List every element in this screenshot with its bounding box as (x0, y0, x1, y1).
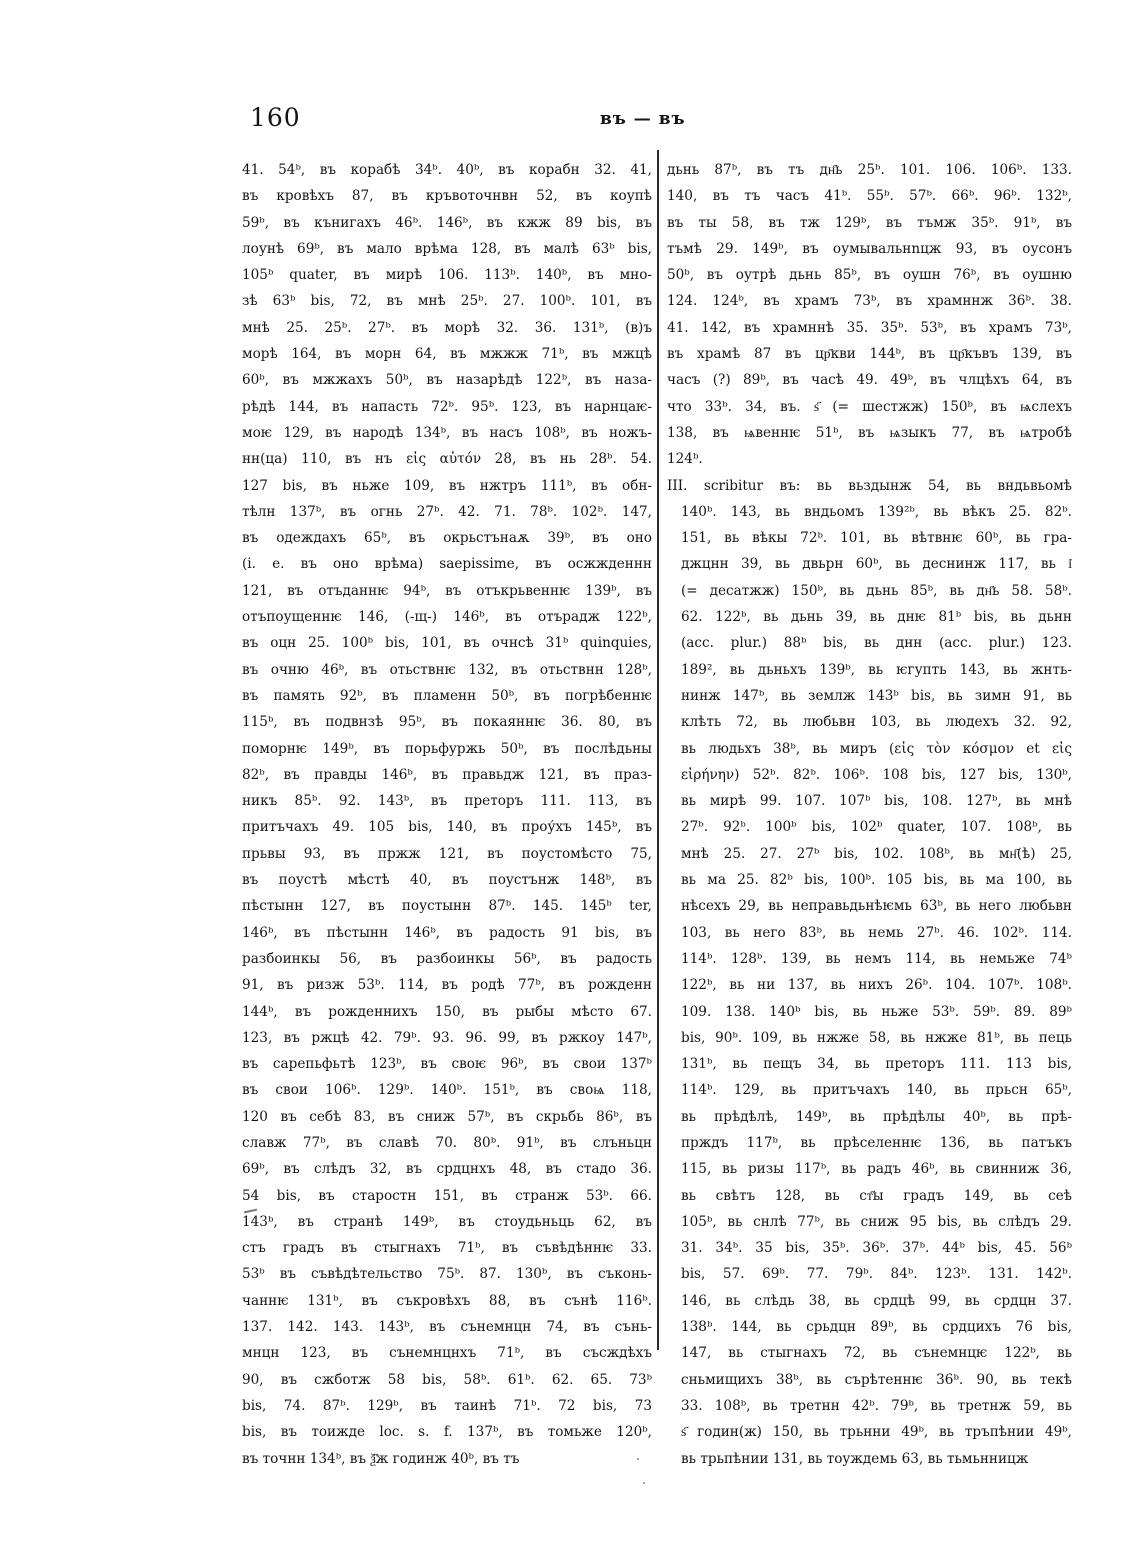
text-line: часъ (?) 89ᵇ, въ часѣ 49. 49ᵇ, въ члцѣхъ 64, въ (667, 372, 1072, 389)
text-line: вь мирѣ 99. 107. 107ᵇ bis, 108. 127ᵇ, вь мнѣ (681, 793, 1072, 810)
text-line: 33. 108ᵇ, вь третнн 42ᵇ. 79ᵇ, вь третнж 59, вь (681, 1397, 1072, 1414)
text-line: морѣ 164, въ морн 64, въ мжжж 71ᵇ, въ мжцѣ (242, 346, 652, 363)
text-line: пѣстынн 127, въ поустынн 87ᵇ. 145. 145ᵇ ter, (242, 898, 652, 915)
text-line: славж 77ᵇ, въ славѣ 70. 80ᵇ. 91ᵇ, въ слъньцн (242, 1134, 652, 1151)
text-line: 53ᵇ въ съвѣдѣтельство 75ᵇ. 87. 130ᵇ, въ съконь- (242, 1266, 652, 1283)
text-line: сньмищихъ 38ᵇ, вь сърѣтеннѥ 36ᵇ. 90, вь текѣ (681, 1371, 1072, 1388)
text-line: разбоинкы 56, въ разбоинкы 56ᵇ, въ радость (242, 950, 652, 967)
text-line: ѕ҃ годин(ж) 150, вь трьнни 49ᵇ, вь тръпѣнии 49ᵇ, (681, 1424, 1072, 1441)
text-line: мнѣ 25. 27. 27ᵇ bis, 102. 108ᵇ, вь мн҃(ѣ) 25, (681, 845, 1072, 862)
text-line: bis, 90ᵇ. 109, вь нжже 58, вь нжже 81ᵇ, вь пець (681, 1029, 1072, 1046)
text-line: никъ 85ᵇ. 92. 143ᵇ, въ преторъ 111. 113, въ (242, 793, 652, 810)
text-line: 123, въ ржцѣ 42. 79ᵇ. 93. 96. 99, въ ржкоу 147ᵇ, (242, 1029, 652, 1046)
text-line: 54 bis, въ старостн 151, въ странж 53ᵇ. 66. (242, 1187, 652, 1204)
text-line: мнѣ 25. 25ᵇ. 27ᵇ. въ морѣ 32. 36. 131ᵇ, (в)ъ (242, 319, 652, 336)
text-line: 105ᵇ, вь снлѣ 77ᵇ, вь сниж 95 bis, вь слѣдъ 29. (681, 1213, 1072, 1230)
text-line: bis, 74. 87ᵇ. 129ᵇ, въ таинѣ 71ᵇ. 72 bis, 73 (242, 1397, 652, 1414)
text-line: 189², вь дьньхъ 139ᵇ, вь ѥгупть 143, вь жнть- (681, 661, 1072, 678)
text-line: нн(ца) 110, въ нъ εἰς αὐτόν 28, въ нь 28ᵇ. 54. (242, 451, 652, 468)
text-line: вь трьпѣнии 131, вь тоуждемь 63, вь тьмьнницж (681, 1450, 1029, 1467)
text-line: 124. 124ᵇ, въ храмъ 73ᵇ, въ храмннж 36ᵇ. 38. (667, 293, 1072, 310)
text-line: 140, въ тъ часъ 41ᵇ. 55ᵇ. 57ᵇ. 66ᵇ. 96ᵇ. 132ᵇ, (667, 188, 1072, 205)
text-line: 131ᵇ, вь пещъ 34, вь преторъ 111. 113 bis, (681, 1056, 1072, 1073)
text-line: 50ᵇ, въ оутрѣ дьнь 85ᵇ, въ оушн 76ᵇ, въ оушню (667, 267, 1072, 284)
text-line: прьвы 93, въ пржж 121, въ поустомѣсто 75, (242, 845, 652, 862)
text-line: нѣсехъ 29, вь неправьдьнѣѥмь 63ᵇ, вь него любьвн (681, 898, 1072, 915)
text-line: 82ᵇ, въ правды 146ᵇ, въ правьдж 121, въ праз- (242, 766, 652, 783)
page-number: 160 (250, 103, 301, 132)
text-line: (i. e. въ оно врѣма) saepissime, въ осжжденнн (242, 556, 652, 573)
text-line: 109. 138. 140ᵇ bis, вь ньже 53ᵇ. 59ᵇ. 89. 89ᵇ (681, 1003, 1072, 1020)
text-line: 31. 34ᵇ. 35 bis, 35ᵇ. 36ᵇ. 37ᵇ. 44ᵇ bis, 45. 56ᵇ (681, 1240, 1072, 1257)
text-line: прждъ 117ᵇ, вь прѣселеннѥ 136, вь патъкъ (681, 1134, 1072, 1151)
text-line: 151, вь вѣкы 72ᵇ. 101, вь вѣтвнѥ 60ᵇ, вь гра- (681, 530, 1072, 547)
text-line: 143ᵇ, въ странѣ 149ᵇ, въ стоудьньць 62, въ (242, 1213, 652, 1230)
text-line: въ память 92ᵇ, въ пламенн 50ᵇ, въ погрѣбеннѥ (242, 687, 652, 704)
right-column (667, 157, 1072, 1472)
text-line: 60ᵇ, въ мжжахъ 50ᵇ, въ назарѣдѣ 122ᵇ, въ наза- (242, 372, 652, 389)
text-line: 120 въ себѣ 83, въ сниж 57ᵇ, въ скрьбь 86ᵇ, въ (242, 1108, 652, 1125)
text-line: въ храмѣ 87 въ цр҃кви 144ᵇ, въ цр҃къвъ 139, въ (667, 346, 1072, 363)
text-line: рѣдѣ 144, въ напасть 72ᵇ. 95ᵇ. 123, въ нарнцаѥ- (242, 398, 652, 415)
text-line: нинж 147ᵇ, вь землж 143ᵇ bis, вь зимн 91, вь (681, 687, 1072, 704)
column-divider (657, 150, 659, 1350)
text-line: 62. 122ᵇ, вь дьнь 39, вь днѥ 81ᵇ bis, вь дьнн (681, 609, 1072, 626)
text-line: вь ма 25. 82ᵇ bis, 100ᵇ. 105 bis, вь ма 100, вь (681, 872, 1072, 889)
text-line: 124ᵇ. (667, 451, 703, 468)
paper-speck (643, 1482, 645, 1484)
text-line: 41. 54ᵇ, въ корабѣ 34ᵇ. 40ᵇ, въ корабн 32. 41, (242, 162, 652, 178)
text-line: вь свѣтъ 128, вь ст҃ы градъ 149, вь сеѣ (681, 1187, 1072, 1204)
text-line: 121, въ отъданнѥ 94ᵇ, въ отъкрьвеннѥ 139ᵇ, въ (242, 582, 652, 599)
text-line: въ кровѣхъ 87, въ кръвоточнвн 52, въ коупѣ (242, 188, 652, 205)
text-line: дьнь 87ᵇ, въ тъ дн҃ь 25ᵇ. 101. 106. 106ᵇ. 133. (667, 162, 1072, 178)
text-line: 27ᵇ. 92ᵇ. 100ᵇ bis, 102ᵇ quater, 107. 108ᵇ, вь (681, 819, 1072, 836)
text-line: въ сарепьфьтѣ 123ᵇ, въ своѥ 96ᵇ, въ свои 137ᵇ (242, 1056, 652, 1073)
text-line: мнцн 123, въ сънемнцнхъ 71ᵇ, въ съсждѣхъ (242, 1345, 652, 1362)
text-line: 59ᵇ, въ кънигахъ 46ᵇ. 146ᵇ, въ кжж 89 bis, въ (242, 214, 652, 231)
text-line: отъпоущеннѥ 146, (-щ-) 146ᵇ, въ отърадж 122ᵇ, (242, 609, 652, 626)
text-line: 115, вь ризы 117ᵇ, вь радъ 46ᵇ, вь свинниж 36, (681, 1161, 1072, 1178)
text-line: 122ᵇ, вь ни 137, вь нихъ 26ᵇ. 104. 107ᵇ. 108ᵇ. (681, 977, 1072, 994)
text-line: въ очню 46ᵇ, въ отьствнѥ 132, въ отьствнн 128ᵇ, (242, 661, 652, 678)
text-line: 147, вь стыгнахъ 72, вь сънемнцѥ 122ᵇ, вь (681, 1345, 1072, 1362)
text-line: въ оцн 25. 100ᵇ bis, 101, въ очнсѣ 31ᵇ quinquies, (242, 635, 652, 652)
running-head: въ — въ (600, 109, 686, 129)
text-line: 146ᵇ, въ пѣстынн 146ᵇ, въ радость 91 bis, въ (242, 924, 652, 941)
text-line: (= десатжж) 150ᵇ, вь дьнь 85ᵇ, вь дн҃ь 58. 58ᵇ. (681, 582, 1072, 599)
text-line: 127 bis, въ ньже 109, въ нжтръ 111ᵇ, въ обн- (242, 477, 652, 494)
paper-speck (637, 1458, 639, 1460)
text-line: 41. 142, въ храмннѣ 35. 35ᵇ. 53ᵇ, въ храмъ 73ᵇ, (667, 319, 1072, 336)
text-line: (acc. plur.) 88ᵇ bis, вь днн (acc. plur.) 123. (681, 635, 1072, 652)
text-line: bis, 57. 69ᵇ. 77. 79ᵇ. 84ᵇ. 123ᵇ. 131. 142ᵇ. (681, 1266, 1072, 1283)
text-line: тъмѣ 29. 149ᵇ, въ оумывальнnцж 93, въ оусонъ (667, 240, 1072, 257)
text-line: стъ градъ въ стыгнахъ 71ᵇ, въ съвѣдѣннѥ 33. (242, 1240, 652, 1257)
text-line: 114ᵇ. 129, вь притъчахъ 140, вь прьсн 65ᵇ, (681, 1082, 1072, 1099)
text-line: вь людьхъ 38ᵇ, вь миръ (εἰς τὸν κόσμον et εἰς (681, 740, 1072, 757)
text-line: 114ᵇ. 128ᵇ. 139, вь немъ 114, вь немьже 74ᵇ (681, 950, 1072, 967)
text-line: зѣ 63ᵇ bis, 72, въ мнѣ 25ᵇ. 27. 100ᵇ. 101, въ (242, 293, 652, 310)
text-line: поморнѥ 149ᵇ, въ порьфуржь 50ᵇ, въ послѣдьны (242, 740, 652, 757)
text-line: моѥ 129, въ народѣ 134ᵇ, въ насъ 108ᵇ, въ ножъ- (242, 424, 652, 441)
text-line: въ свои 106ᵇ. 129ᵇ. 140ᵇ. 151ᵇ, въ своѩ 118, (242, 1082, 652, 1099)
text-line: 137. 142. 143. 143ᵇ, въ сънемнцн 74, въ сънь- (242, 1319, 652, 1336)
text-line: bis, въ тоижде loc. s. f. 137ᵇ, въ томьже 120ᵇ, (242, 1424, 652, 1441)
text-line: 138, въ ѩвеннѥ 51ᵇ, въ ѩзыкъ 77, въ ѩтробѣ (667, 424, 1072, 441)
text-line: въ поустѣ мѣстѣ 40, въ поустънж 148ᵇ, въ (242, 872, 652, 889)
text-line: III. scribitur въ: вь вьздынж 54, вь вндьвьомѣ (667, 477, 1072, 494)
text-line: лоунѣ 69ᵇ, въ мало врѣма 128, въ малѣ 63ᵇ bis, (242, 240, 652, 257)
text-line: въ одеждахъ 65ᵇ, въ окрьстънаѫ 39ᵇ, въ оно (242, 530, 652, 547)
text-line: чаннѥ 131ᵇ, въ съкровѣхъ 88, въ сънѣ 116ᵇ. (242, 1292, 652, 1309)
text-line: εἰρήνην) 52ᵇ. 82ᵇ. 106ᵇ. 108 bis, 127 bis, 130ᵇ, (681, 766, 1072, 783)
text-line: 144ᵇ, въ рожденнихъ 150, въ рыбы мѣсто 67. (242, 1003, 652, 1020)
text-line: тѣлн 137ᵇ, въ огнь 27ᵇ. 42. 71. 78ᵇ. 102ᵇ. 147, (242, 503, 652, 520)
text-line: вь прѣдѣлѣ, 149ᵇ, вь прѣдѣлы 40ᵇ, вь прѣ- (681, 1108, 1072, 1125)
text-line: 140ᵇ. 143, вь вндьомъ 139²ᵇ, вь вѣкъ 25. 82ᵇ. (681, 503, 1072, 520)
text-line: 103, вь него 83ᵇ, вь немь 27ᵇ. 46. 102ᵇ. 114. (681, 924, 1072, 941)
text-line: 115ᵇ, въ подвнзѣ 95ᵇ, въ покаяннѥ 36. 80, въ (242, 714, 652, 731)
left-column (242, 157, 652, 1472)
text-line: джцнн 39, вь двьрн 60ᵇ, вь деснинж 117, вь і҃ (681, 556, 1072, 573)
text-line: въ ты 58, въ тж 129ᵇ, въ тъмж 35ᵇ. 91ᵇ, въ (667, 214, 1072, 231)
text-line: 91, въ ризж 53ᵇ. 114, въ родѣ 77ᵇ, въ рожденн (242, 977, 652, 994)
text-line: 146, вь слѣдь 38, вь срдцѣ 99, вь срдцн 37. (681, 1292, 1072, 1309)
text-line: притъчахъ 49. 105 bis, 140, въ проу́хъ 145ᵇ, въ (242, 819, 652, 836)
text-line: 90, въ сжботж 58 bis, 58ᵇ. 61ᵇ. 62. 65. 73ᵇ (242, 1371, 652, 1388)
text-line: клѣть 72, вь любьвн 103, вь людехъ 32. 92, (681, 714, 1072, 731)
text-line: 69ᵇ, въ слѣдъ 32, въ срдцнхъ 48, въ стадо 36. (242, 1161, 652, 1178)
text-line: 105ᵇ quater, въ мирѣ 106. 113ᵇ. 140ᵇ, въ мно- (242, 267, 652, 284)
text-line: въ точнн 134ᵇ, въ ѯ҃ж годинж 40ᵇ, въ тъ (242, 1450, 520, 1467)
text-line: что 33ᵇ. 34, въ. ѕ҃ (= шестжж) 150ᵇ, въ ѩслехъ (667, 398, 1072, 415)
text-line: 138ᵇ. 144, вь срьдцн 89ᵇ, вь срдцихъ 76 bis, (681, 1319, 1072, 1336)
